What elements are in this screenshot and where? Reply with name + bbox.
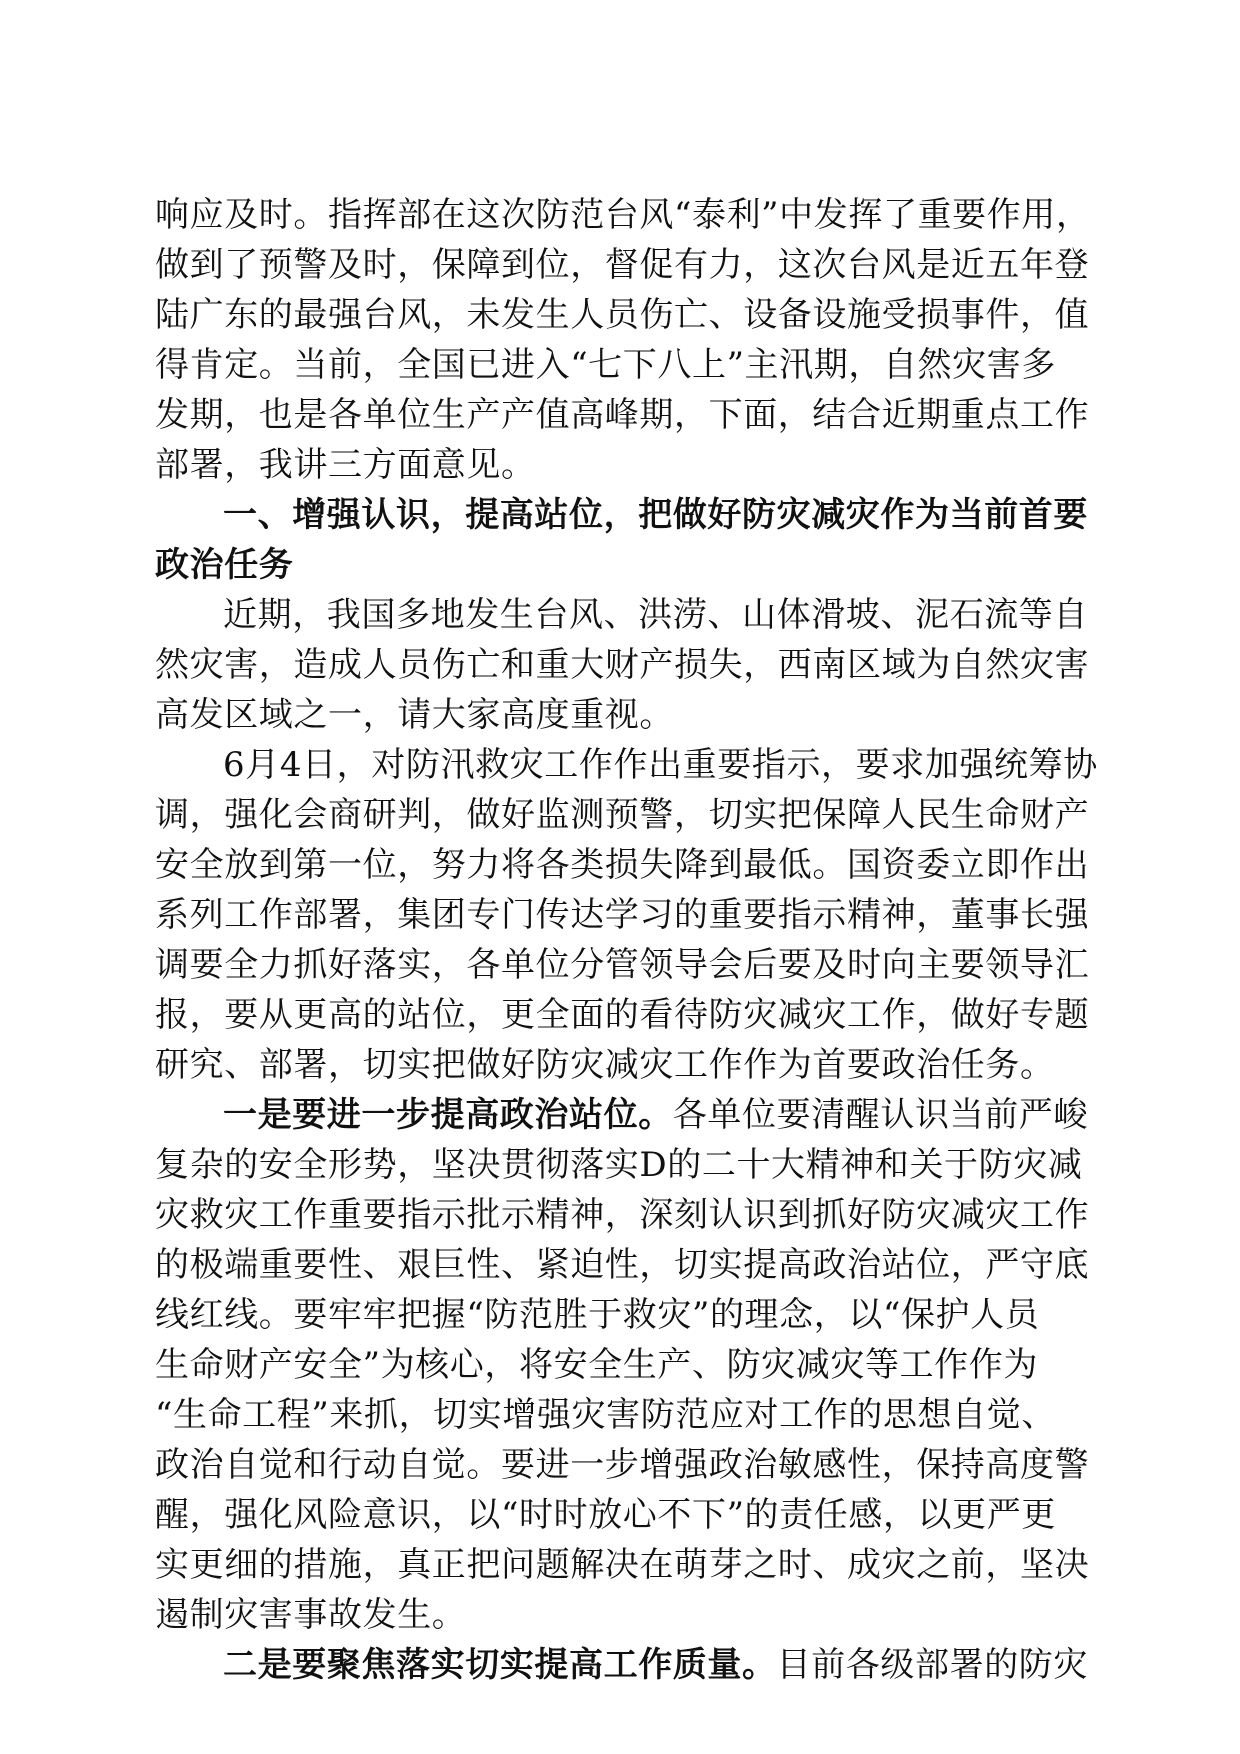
text-line: 遏制灾害事故发生。 bbox=[155, 1595, 467, 1635]
text-line: 响应及时。指挥部在这次防范台风“泰利”中发挥了重要作用， bbox=[155, 195, 1091, 235]
text-line: 高发区域之一，请大家高度重视。 bbox=[155, 695, 674, 735]
paragraph-point-one bbox=[155, 1090, 1090, 1640]
text-line: 调，强化会商研判，做好监测预警，切实把保障人民生命财产 bbox=[155, 795, 1090, 835]
text-line: 陆广东的最强台风，未发生人员伤亡、设备设施受损事件，值 bbox=[155, 295, 1090, 335]
text-line: 线红线。要牢牢把握“防范胜于救灾”的理念，以“保护人员 bbox=[155, 1295, 1040, 1335]
text-line bbox=[155, 1640, 1089, 1690]
text-line: 部署，我讲三方面意见。 bbox=[155, 445, 536, 485]
text-line: 实更细的措施，真正把问题解决在萌芽之时、成灾之前，坚决 bbox=[155, 1545, 1090, 1585]
heading-line: 政治任务 bbox=[155, 545, 294, 585]
text-line: 灾救灾工作重要指示批示精神，深刻认识到抓好防灾减灾工作 bbox=[155, 1195, 1090, 1235]
heading-line: 一、增强认识，提高站位，把做好防灾减灾作为当前首要 bbox=[223, 495, 1088, 535]
text-line: “生命工程”来抓，切实增强灾害防范应对工作的思想自觉、 bbox=[155, 1395, 1056, 1435]
text-line: 生命财产安全”为核心，将安全生产、防灾减灾等工作作为 bbox=[155, 1345, 1038, 1385]
text-line: 复杂的安全形势，坚决贯彻落实D的二十大精神和关于防灾减 bbox=[155, 1145, 1083, 1185]
text-line: 得肯定。当前，全国已进入“七下八上”主汛期，自然灾害多 bbox=[155, 345, 1056, 385]
text-line: 醒，强化风险意识，以“时时放心不下”的责任感，以更严更 bbox=[155, 1495, 1056, 1535]
text-line: 调要全力抓好落实，各单位分管领导会后要及时向主要领导汇 bbox=[155, 945, 1090, 985]
text-line: 报，要从更高的站位，更全面的看待防灾减灾工作，做好专题 bbox=[155, 995, 1090, 1035]
text-line: 安全放到第一位，努力将各类损失降到最低。国资委立即作出 bbox=[155, 845, 1090, 885]
text-line: 做到了预警及时，保障到位，督促有力，这次台风是近五年登 bbox=[155, 245, 1090, 285]
text-line: 政治自觉和行动自觉。要进一步增强政治敏感性，保持高度警 bbox=[155, 1445, 1090, 1485]
paragraph-recent-disasters bbox=[155, 590, 1090, 740]
point-two-text: 目前各级部署的防灾 bbox=[776, 1645, 1089, 1685]
point-one-text: 各单位要清醒认识当前严峻 bbox=[672, 1095, 1089, 1135]
text-line: 发期，也是各单位生产产值高峰期，下面，结合近期重点工作 bbox=[155, 395, 1090, 435]
text-line: 然灾害，造成人员伤亡和重大财产损失，西南区域为自然灾害 bbox=[155, 645, 1090, 685]
section-heading-1 bbox=[155, 490, 1088, 590]
text-line: 近期，我国多地发生台风、洪涝、山体滑坡、泥石流等自 bbox=[223, 595, 1088, 635]
text-line bbox=[155, 1090, 1089, 1140]
text-line: 系列工作部署，集团专门传达学习的重要指示精神，董事长强 bbox=[155, 895, 1090, 935]
text-line: 的极端重要性、艰巨性、紧迫性，切实提高政治站位，严守底 bbox=[155, 1245, 1090, 1285]
point-two-heading: 二是要聚焦落实切实提高工作质量。 bbox=[223, 1645, 777, 1685]
paragraph-point-two bbox=[155, 1640, 1089, 1690]
paragraph-intro bbox=[155, 190, 1091, 490]
point-one-heading: 一是要进一步提高政治站位。 bbox=[223, 1095, 673, 1135]
document-page bbox=[155, 190, 1098, 1690]
text-line: 6月4日，对防汛救灾工作作出重要指示，要求加强统筹协 bbox=[223, 745, 1098, 785]
paragraph-june-instructions bbox=[155, 740, 1098, 1090]
text-line: 研究、部署，切实把做好防灾减灾工作作为首要政治任务。 bbox=[155, 1045, 1055, 1085]
